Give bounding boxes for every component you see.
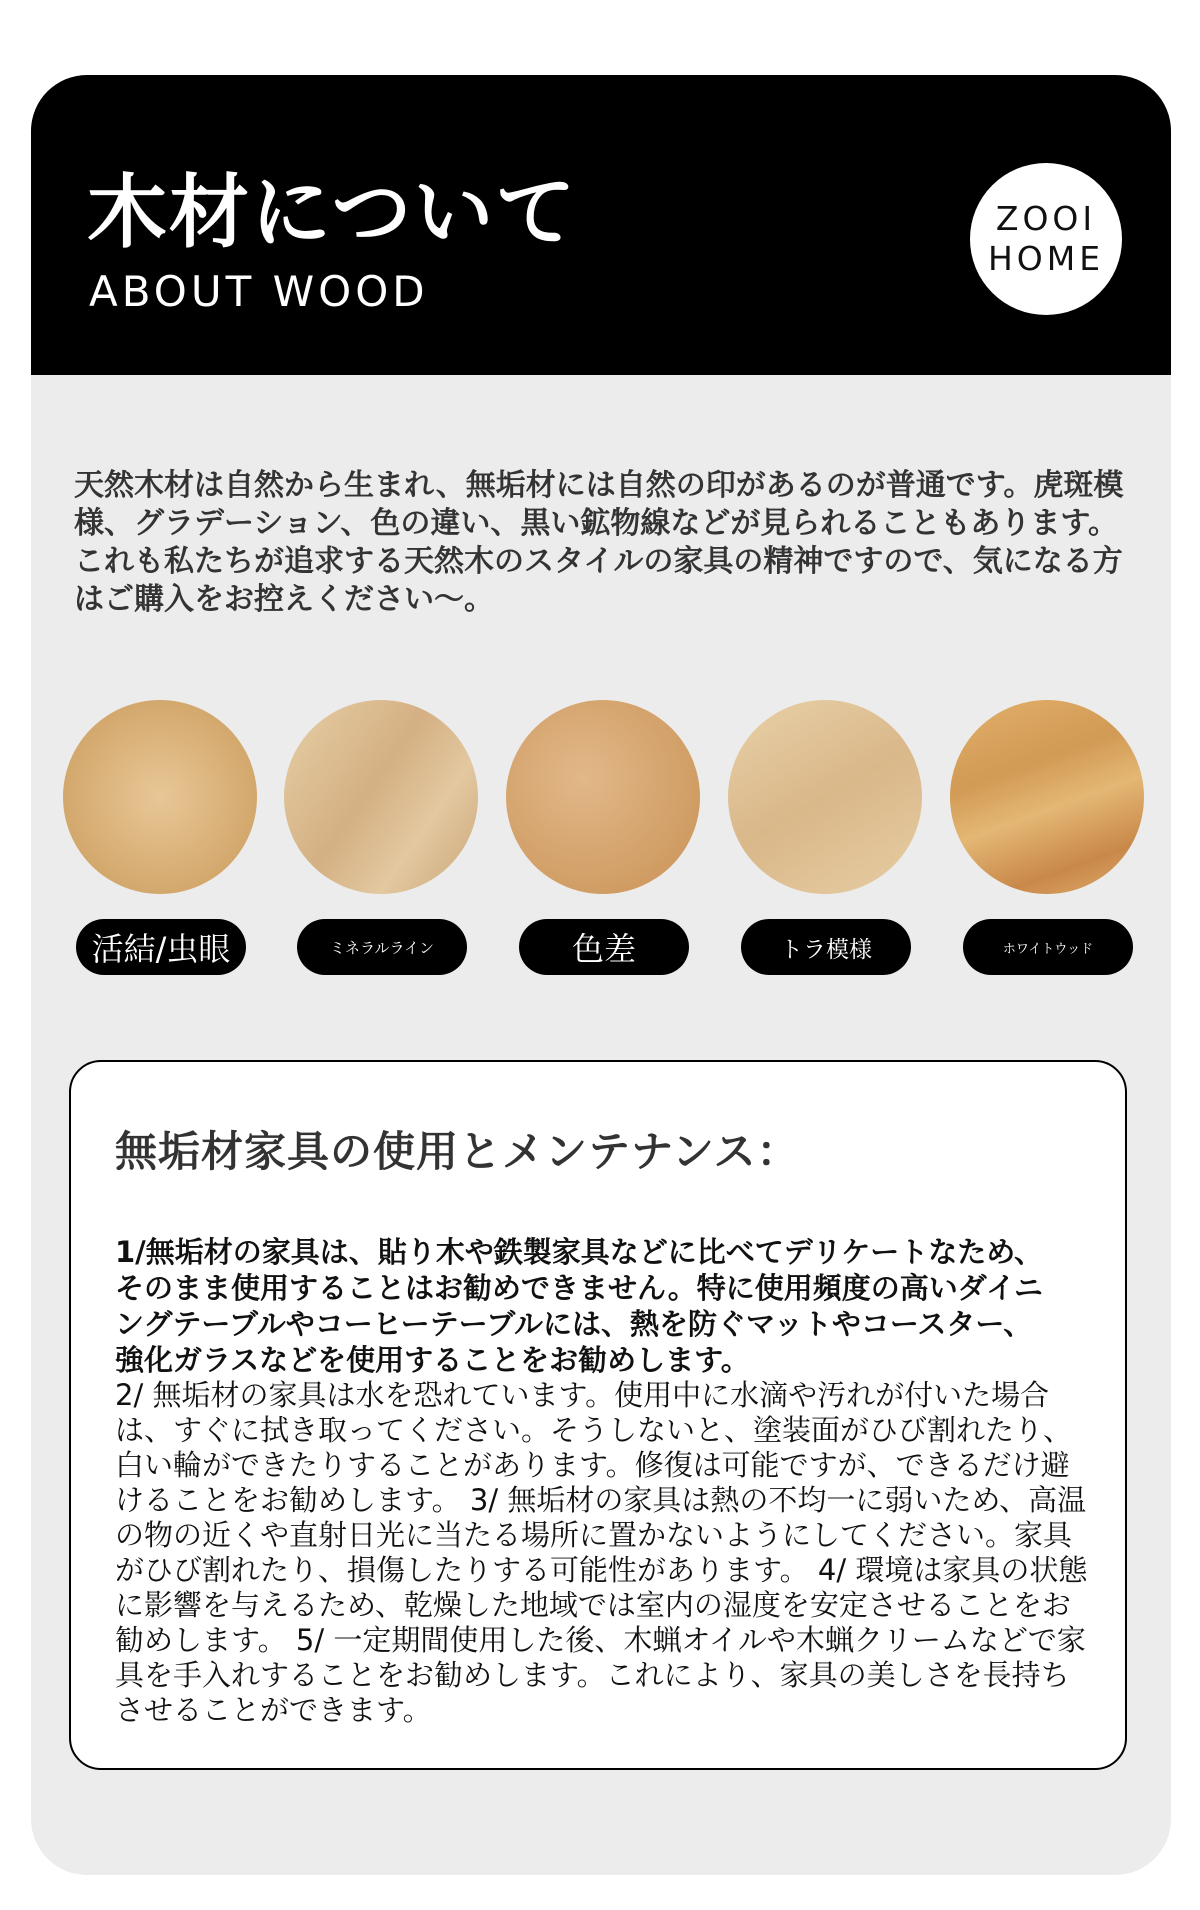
wood-swatch-white-wood-image — [950, 700, 1144, 894]
care-body-paragraph: 2/ 無垢材の家具は水を恐れています。使用中に水滴や汚れが付いた場合は、すぐに拭き取ってください。そうしないと、塗装面がひび割れたり、白い輪ができたりすることがあります。修復は可能ですが、できるだけ避けることをお勧めします。 3/ 無垢材の家具は熱の不均一に弱いため、高温の物の近くや直射日光に当たる場所に置かないようにしてください。家具がひび割れたり、損傷したりする可能性があります。 4/ 環境は家具の状態に影響を与えるため、乾燥した地域では室内の湿度を安定させることをお勧めします。 5/ 一定期間使用した後、木蝋オイルや木蝋クリームなどで家具を手入れすることをお勧めします。これにより、家具の美しさを長持ちさせることができます。 — [115, 1378, 1088, 1727]
swatch-label: 活結/虫眼 — [76, 919, 246, 975]
brand-logo — [970, 163, 1122, 315]
care-bold-paragraph: 1/無垢材の家具は、貼り木や鉄製家具などに比べてデリケートなため、そのまま使用することはお勧めできません。特に使用頻度の高いダイニングテーブルやコーヒーテーブルには、熱を防ぐマットやコースター、強化ガラスなどを使用することをお勧めします。 — [115, 1235, 1044, 1377]
page-title: 木材について — [87, 166, 578, 259]
page-subtitle: ABOUT WOOD — [89, 267, 429, 316]
logo-text-line1: ZOOI — [995, 199, 1097, 239]
swatch-label: トラ模様 — [741, 919, 911, 975]
wood-swatch-mineral-line-image — [284, 700, 478, 894]
about-wood-card — [31, 75, 1171, 1875]
swatch-label: ホワイトウッド — [963, 919, 1133, 975]
header-banner — [31, 75, 1171, 375]
swatch-label: ミネラルライン — [297, 919, 467, 975]
intro-paragraph: 天然木材は自然から生まれ、無垢材には自然の印があるのが普通です。虎斑模様、グラデーション、色の違い、黒い鉱物線などが見られることもあります。これも私たちが追求する天然木のスタイルの家具の精神ですので、気になる方はご購入をお控えください〜。 — [74, 468, 1124, 617]
wood-swatch-tiger-pattern-image — [728, 700, 922, 894]
logo-text-line2: HOME — [987, 239, 1105, 278]
care-title: 無垢材家具の使用とメンテナンス： — [115, 1127, 800, 1176]
wood-swatch-color-difference-image — [506, 700, 700, 894]
care-instructions-box — [69, 1060, 1127, 1770]
wood-swatch-knot-image — [63, 700, 257, 894]
swatch-label: 色差 — [519, 919, 689, 975]
